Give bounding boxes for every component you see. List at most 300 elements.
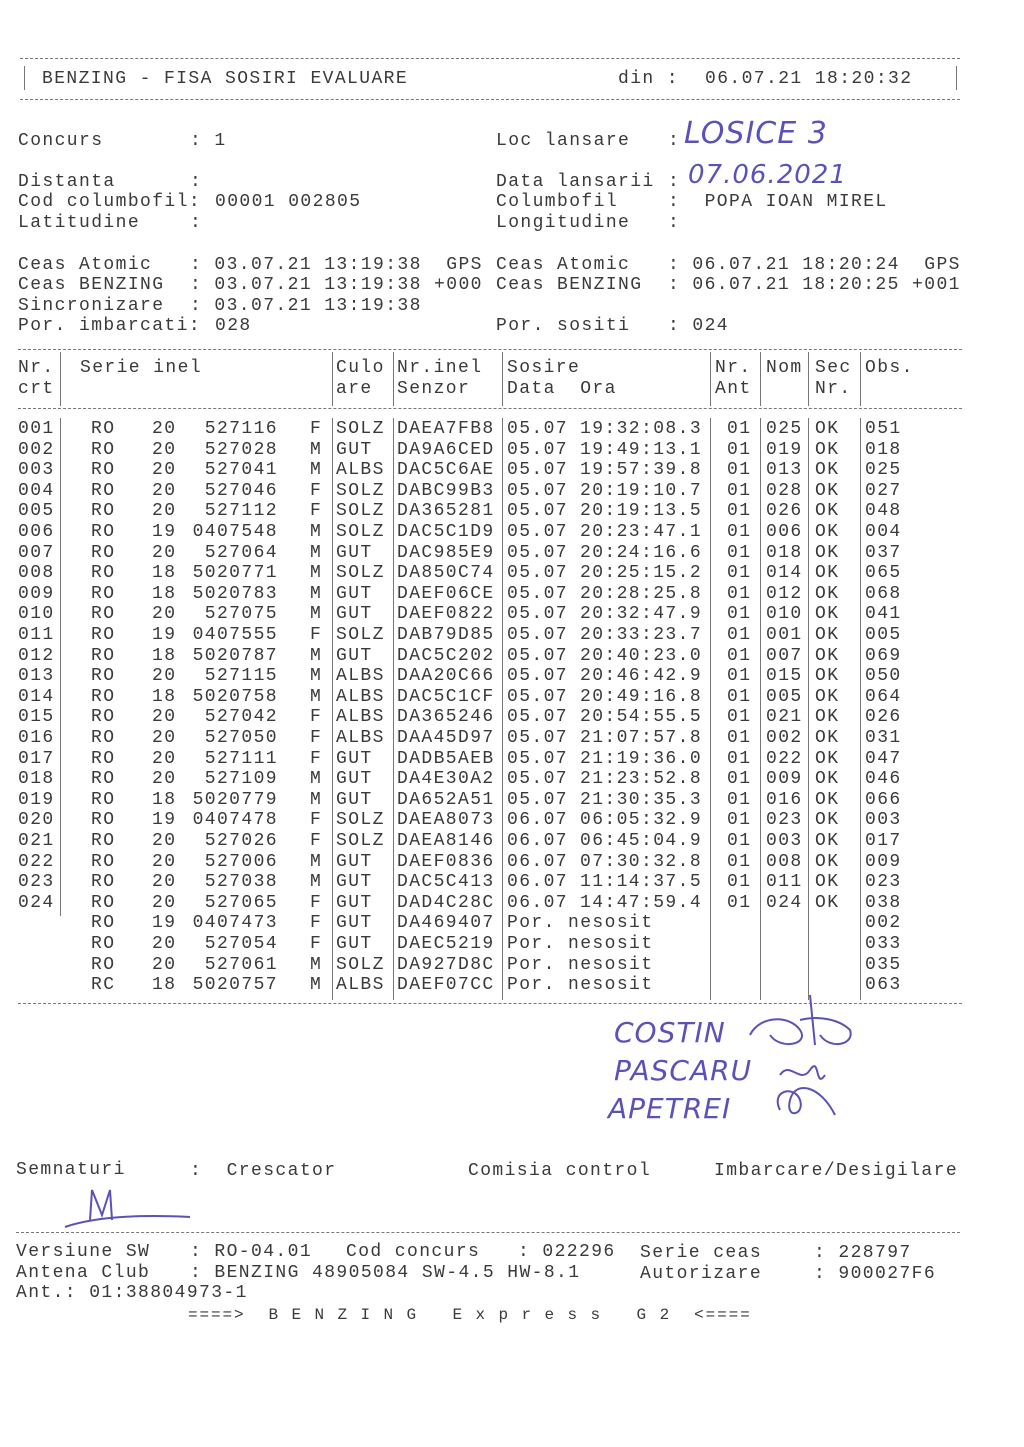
- sec-nr: OK: [815, 810, 840, 831]
- cod-columbofil-label: Cod columbofil:: [18, 192, 202, 212]
- nr-ant: 01: [727, 522, 752, 542]
- sec-nr: OK: [815, 460, 840, 481]
- nom: 026: [766, 501, 803, 522]
- chip-id: DAEA8073: [397, 810, 495, 831]
- column-divider: [393, 418, 394, 1000]
- nom: 022: [766, 748, 803, 769]
- country: RO: [91, 686, 116, 707]
- obs: 038: [865, 892, 902, 913]
- sec-nr: OK: [815, 604, 840, 625]
- arrival-date: 05.07: [507, 501, 569, 522]
- color: ALBS: [336, 728, 385, 748]
- nr-crt: 016: [18, 728, 55, 748]
- obs: 003: [865, 810, 902, 831]
- color: SOLZ: [336, 563, 385, 584]
- country: RO: [91, 934, 116, 954]
- color: SOLZ: [336, 831, 385, 851]
- sositi-label: Por. sositi: [496, 316, 631, 336]
- column-header: Culo: [336, 358, 385, 378]
- column-divider: [808, 418, 809, 1000]
- color: GUT: [336, 583, 373, 604]
- arrival-date: 05.07: [507, 645, 569, 666]
- ceas-benzing-end-label: Ceas BENZING: [496, 275, 643, 295]
- year: 20: [152, 851, 177, 872]
- header-column-divider: [60, 352, 61, 406]
- ring-number: 527006: [204, 851, 278, 872]
- latitudine-value: :: [190, 213, 203, 233]
- sex: F: [310, 707, 323, 728]
- ring-number: 527026: [204, 831, 278, 851]
- color: GUT: [336, 542, 373, 563]
- year: 20: [152, 666, 177, 687]
- ring-number: 0407473: [192, 913, 278, 934]
- nom: 008: [766, 851, 803, 872]
- nr-crt: 002: [18, 439, 55, 460]
- color: SOLZ: [336, 419, 385, 439]
- arrival-time: 19:57:39.8: [580, 460, 703, 481]
- sositi-value: : 024: [668, 316, 730, 336]
- arrival-date: 05.07: [507, 439, 569, 460]
- ring-number: 5020758: [192, 686, 278, 707]
- sex: M: [310, 769, 323, 790]
- sex: M: [310, 851, 323, 872]
- crescator-label: : Crescator: [190, 1161, 337, 1181]
- arrival-date: Por. nesosit: [507, 954, 654, 975]
- country: RO: [91, 625, 116, 645]
- ceas-benzing-end-value: : 06.07.21 18:20:25 +001: [668, 275, 961, 295]
- sex: F: [310, 625, 323, 645]
- ring-number: 5020779: [192, 789, 278, 810]
- header-left-border: [24, 66, 25, 90]
- nr-ant: 01: [727, 851, 752, 872]
- arrival-date: 05.07: [507, 707, 569, 728]
- obs: 033: [865, 934, 902, 954]
- sec-nr: OK: [815, 728, 840, 748]
- color: SOLZ: [336, 954, 385, 975]
- ring-number: 0407478: [192, 810, 278, 831]
- nom: 024: [766, 892, 803, 913]
- obs: 027: [865, 480, 902, 501]
- chip-id: DA365246: [397, 707, 495, 728]
- country: RO: [91, 728, 116, 748]
- nr-ant: 01: [727, 645, 752, 666]
- arrival-time: 06:45:04.9: [580, 831, 703, 851]
- nom: 025: [766, 419, 803, 439]
- sec-nr: OK: [815, 419, 840, 439]
- arrival-date: 05.07: [507, 460, 569, 481]
- color: GUT: [336, 789, 373, 810]
- arrival-time: 20:33:23.7: [580, 625, 703, 645]
- header-column-divider: [332, 352, 333, 406]
- loc-handwritten: LOSICE 3: [684, 116, 828, 151]
- country: RO: [91, 872, 116, 893]
- year: 20: [152, 480, 177, 501]
- sec-nr: OK: [815, 707, 840, 728]
- nom: 016: [766, 789, 803, 810]
- arrival-date: 06.07: [507, 831, 569, 851]
- nom: 001: [766, 625, 803, 645]
- column-divider: [860, 418, 861, 1000]
- nom: 003: [766, 831, 803, 851]
- year: 20: [152, 604, 177, 625]
- column-header: Nom: [766, 358, 803, 378]
- nom: 021: [766, 707, 803, 728]
- ring-number: 527112: [204, 501, 278, 522]
- chip-id: DAEC5219: [397, 934, 495, 954]
- country: RO: [91, 460, 116, 481]
- obs: 018: [865, 439, 902, 460]
- committee-name-3: APETREI: [608, 1092, 732, 1125]
- footer-divider: [16, 1232, 960, 1233]
- nr-ant: 01: [727, 686, 752, 707]
- column-header-line2: Nr.: [815, 379, 852, 399]
- column-divider: [760, 418, 761, 1000]
- chip-id: DADB5AEB: [397, 748, 495, 769]
- arrival-time: 20:46:42.9: [580, 666, 703, 687]
- arrival-time: 20:54:55.5: [580, 707, 703, 728]
- cod-concurs-label: Cod concurs: [346, 1242, 481, 1262]
- ring-number: 527065: [204, 892, 278, 913]
- breeder-signature: [60, 1185, 200, 1235]
- obs: 017: [865, 831, 902, 851]
- arrival-time: 20:25:15.2: [580, 563, 703, 584]
- sec-nr: OK: [815, 625, 840, 645]
- arrival-date: 05.07: [507, 542, 569, 563]
- ring-number: 527111: [204, 748, 278, 769]
- ring-number: 5020757: [192, 975, 278, 996]
- table-header-border: [18, 408, 962, 409]
- header-column-divider: [502, 352, 503, 406]
- year: 20: [152, 419, 177, 439]
- ring-number: 0407548: [192, 522, 278, 542]
- sex: M: [310, 872, 323, 893]
- color: GUT: [336, 645, 373, 666]
- chip-id: DA652A51: [397, 789, 495, 810]
- concurs-value: : 1: [190, 131, 227, 151]
- arrival-date: 05.07: [507, 522, 569, 542]
- arrival-date: 05.07: [507, 480, 569, 501]
- chip-id: DAC985E9: [397, 542, 495, 563]
- color: GUT: [336, 913, 373, 934]
- arrival-time: 21:30:35.3: [580, 789, 703, 810]
- report-title: BENZING - FISA SOSIRI EVALUARE: [42, 69, 409, 89]
- year: 18: [152, 686, 177, 707]
- obs: 068: [865, 583, 902, 604]
- nr-ant: 01: [727, 872, 752, 893]
- column-header: Nr.: [18, 358, 55, 378]
- arrival-time: 19:32:08.3: [580, 419, 703, 439]
- obs: 046: [865, 769, 902, 790]
- imbarcati-value: 028: [215, 316, 252, 336]
- country: RO: [91, 810, 116, 831]
- nr-crt: 018: [18, 769, 55, 790]
- chip-id: DAEF07CC: [397, 975, 495, 996]
- nr-ant: 01: [727, 748, 752, 769]
- ring-number: 527050: [204, 728, 278, 748]
- longitudine-label: Longitudine: [496, 213, 631, 233]
- nr-ant: 01: [727, 831, 752, 851]
- obs: 041: [865, 604, 902, 625]
- loc-label: Loc lansare: [496, 131, 631, 151]
- obs: 023: [865, 872, 902, 893]
- column-divider: [60, 418, 61, 916]
- year: 18: [152, 789, 177, 810]
- arrival-date: 05.07: [507, 666, 569, 687]
- sex: M: [310, 563, 323, 584]
- ring-number: 527054: [204, 934, 278, 954]
- country: RO: [91, 522, 116, 542]
- nom: 009: [766, 769, 803, 790]
- arrival-date: 06.07: [507, 872, 569, 893]
- obs: 069: [865, 645, 902, 666]
- country: RO: [91, 892, 116, 913]
- country: RO: [91, 769, 116, 790]
- arrival-time: 20:23:47.1: [580, 522, 703, 542]
- sex: F: [310, 748, 323, 769]
- nr-crt: 020: [18, 810, 55, 831]
- color: GUT: [336, 934, 373, 954]
- year: 19: [152, 913, 177, 934]
- chip-id: DAEA8146: [397, 831, 495, 851]
- committee-name-2: PASCARU: [614, 1054, 753, 1087]
- nom: 012: [766, 583, 803, 604]
- sex: M: [310, 522, 323, 542]
- sex: M: [310, 645, 323, 666]
- sec-nr: OK: [815, 748, 840, 769]
- color: ALBS: [336, 707, 385, 728]
- year: 20: [152, 542, 177, 563]
- year: 20: [152, 934, 177, 954]
- nr-ant: 01: [727, 810, 752, 831]
- committee-signatures: [740, 975, 870, 1135]
- ring-number: 0407555: [192, 625, 278, 645]
- column-divider: [502, 418, 503, 1000]
- color: ALBS: [336, 666, 385, 687]
- header-bottom-border: [20, 99, 960, 100]
- arrival-time: 20:19:13.5: [580, 501, 703, 522]
- column-header-line2: Ant: [715, 379, 752, 399]
- sex: M: [310, 542, 323, 563]
- obs: 048: [865, 501, 902, 522]
- nr-crt: 019: [18, 789, 55, 810]
- color: GUT: [336, 748, 373, 769]
- arrival-time: 21:07:57.8: [580, 728, 703, 748]
- sec-nr: OK: [815, 789, 840, 810]
- color: ALBS: [336, 975, 385, 996]
- country: RO: [91, 707, 116, 728]
- antena-label: Antena Club: [16, 1263, 151, 1283]
- autorizare-value: : 900027F6: [814, 1264, 937, 1284]
- chip-id: DA365281: [397, 501, 495, 522]
- chip-id: DAEA7FB8: [397, 419, 495, 439]
- nr-crt: 011: [18, 625, 55, 645]
- arrival-date: 05.07: [507, 419, 569, 439]
- ring-number: 5020783: [192, 583, 278, 604]
- nr-crt: 001: [18, 419, 55, 439]
- sec-nr: OK: [815, 501, 840, 522]
- arrival-time: 21:19:36.0: [580, 748, 703, 769]
- ceas-atomic-start-value: : 03.07.21 13:19:38 GPS: [190, 255, 483, 275]
- arrival-date: 05.07: [507, 789, 569, 810]
- color: SOLZ: [336, 625, 385, 645]
- year: 20: [152, 831, 177, 851]
- year: 18: [152, 645, 177, 666]
- arrival-time: 19:49:13.1: [580, 439, 703, 460]
- sex: F: [310, 501, 323, 522]
- ring-number: 527075: [204, 604, 278, 625]
- nr-crt: 024: [18, 892, 55, 913]
- nom: 010: [766, 604, 803, 625]
- sex: M: [310, 975, 323, 996]
- obs: 064: [865, 686, 902, 707]
- year: 18: [152, 583, 177, 604]
- obs: 004: [865, 522, 902, 542]
- year: 20: [152, 460, 177, 481]
- ring-number: 527115: [204, 666, 278, 687]
- header-right-border: [956, 66, 957, 90]
- nr-crt: 006: [18, 522, 55, 542]
- nr-crt: 012: [18, 645, 55, 666]
- country: RO: [91, 851, 116, 872]
- arrival-time: 20:40:23.0: [580, 645, 703, 666]
- year: 20: [152, 728, 177, 748]
- ring-number: 527042: [204, 707, 278, 728]
- chip-id: DAC5C1D9: [397, 522, 495, 542]
- sec-nr: OK: [815, 563, 840, 584]
- header-column-divider: [860, 352, 861, 406]
- obs: 037: [865, 542, 902, 563]
- distanta-label: Distanta: [18, 172, 116, 192]
- nr-ant: 01: [727, 460, 752, 481]
- imbarcare-label: Imbarcare/Desigilare: [714, 1161, 959, 1181]
- color: GUT: [336, 892, 373, 913]
- sex: M: [310, 954, 323, 975]
- header-column-divider: [393, 352, 394, 406]
- obs: 065: [865, 563, 902, 584]
- column-divider: [332, 418, 333, 1000]
- obs: 005: [865, 625, 902, 645]
- antena-value: : BENZING 48905084 SW-4.5 HW-8.1: [190, 1263, 581, 1283]
- sex: F: [310, 419, 323, 439]
- cod-concurs-value: : 022296: [518, 1242, 616, 1262]
- sex: M: [310, 604, 323, 625]
- year: 19: [152, 625, 177, 645]
- table-top-border: [18, 349, 962, 350]
- nr-ant: 01: [727, 563, 752, 584]
- color: GUT: [336, 604, 373, 625]
- arrival-date: 05.07: [507, 604, 569, 625]
- serie-ceas-value: : 228797: [814, 1243, 912, 1263]
- nr-ant: 01: [727, 480, 752, 501]
- column-divider: [710, 418, 711, 1000]
- ceas-benzing-start-label: Ceas BENZING: [18, 275, 165, 295]
- nom: 007: [766, 645, 803, 666]
- data-lansarii-label: Data lansarii: [496, 172, 655, 192]
- ring-number: 5020787: [192, 645, 278, 666]
- year: 19: [152, 810, 177, 831]
- sex: F: [310, 913, 323, 934]
- chip-id: DAEF06CE: [397, 583, 495, 604]
- arrival-date: 06.07: [507, 810, 569, 831]
- arrival-time: 20:28:25.8: [580, 583, 703, 604]
- comisia-label: Comisia control: [468, 1161, 652, 1181]
- nom: 006: [766, 522, 803, 542]
- header-column-divider: [710, 352, 711, 406]
- nr-crt: 014: [18, 686, 55, 707]
- nom: 005: [766, 686, 803, 707]
- sex: M: [310, 439, 323, 460]
- sec-nr: OK: [815, 769, 840, 790]
- nom: 023: [766, 810, 803, 831]
- sec-nr: OK: [815, 439, 840, 460]
- nr-crt: 003: [18, 460, 55, 481]
- columbofil-value: : POPA IOAN MIREL: [668, 192, 888, 212]
- ceas-benzing-start-value: : 03.07.21 13:19:38 +000: [190, 275, 483, 295]
- nom: 002: [766, 728, 803, 748]
- arrival-time: 20:19:10.7: [580, 480, 703, 501]
- nr-ant: 01: [727, 789, 752, 810]
- serie-ceas-label: Serie ceas: [640, 1243, 763, 1263]
- column-header: Serie inel: [80, 358, 203, 378]
- obs: 047: [865, 748, 902, 769]
- ring-number: 527046: [204, 480, 278, 501]
- chip-id: DAEF0836: [397, 851, 495, 872]
- year: 20: [152, 954, 177, 975]
- country: RO: [91, 604, 116, 625]
- obs: 009: [865, 851, 902, 872]
- longitudine-value: :: [668, 213, 681, 233]
- nom: 028: [766, 480, 803, 501]
- data-lansarii-colon: :: [668, 172, 681, 192]
- chip-id: DAC5C6AE: [397, 460, 495, 481]
- color: GUT: [336, 851, 373, 872]
- year: 18: [152, 975, 177, 996]
- sex: F: [310, 728, 323, 748]
- ring-number: 527061: [204, 954, 278, 975]
- concurs-label: Concurs: [18, 131, 104, 151]
- country: RO: [91, 748, 116, 769]
- obs: 035: [865, 954, 902, 975]
- sec-nr: OK: [815, 686, 840, 707]
- sex: F: [310, 934, 323, 954]
- ring-number: 5020771: [192, 563, 278, 584]
- sec-nr: OK: [815, 892, 840, 913]
- arrival-date: Por. nesosit: [507, 913, 654, 934]
- nr-ant: 01: [727, 542, 752, 563]
- sec-nr: OK: [815, 872, 840, 893]
- versiune-value: : RO-04.01: [190, 1242, 313, 1262]
- chip-id: DAA45D97: [397, 728, 495, 748]
- autorizare-label: Autorizare: [640, 1264, 763, 1284]
- country: RO: [91, 954, 116, 975]
- ring-number: 527064: [204, 542, 278, 563]
- country: RO: [91, 542, 116, 563]
- column-header-line2: Data Ora: [507, 379, 617, 399]
- latitudine-label: Latitudine: [18, 213, 141, 233]
- arrival-date: 05.07: [507, 686, 569, 707]
- country: RO: [91, 419, 116, 439]
- year: 20: [152, 892, 177, 913]
- obs: 025: [865, 460, 902, 481]
- sec-nr: OK: [815, 522, 840, 542]
- nom: 011: [766, 872, 803, 893]
- arrival-time: 06:05:32.9: [580, 810, 703, 831]
- nr-crt: 021: [18, 831, 55, 851]
- color: GUT: [336, 872, 373, 893]
- column-header: Sosire: [507, 358, 581, 378]
- arrival-date: 05.07: [507, 563, 569, 584]
- antena-id: Ant.: 01:38804973-1: [16, 1283, 248, 1303]
